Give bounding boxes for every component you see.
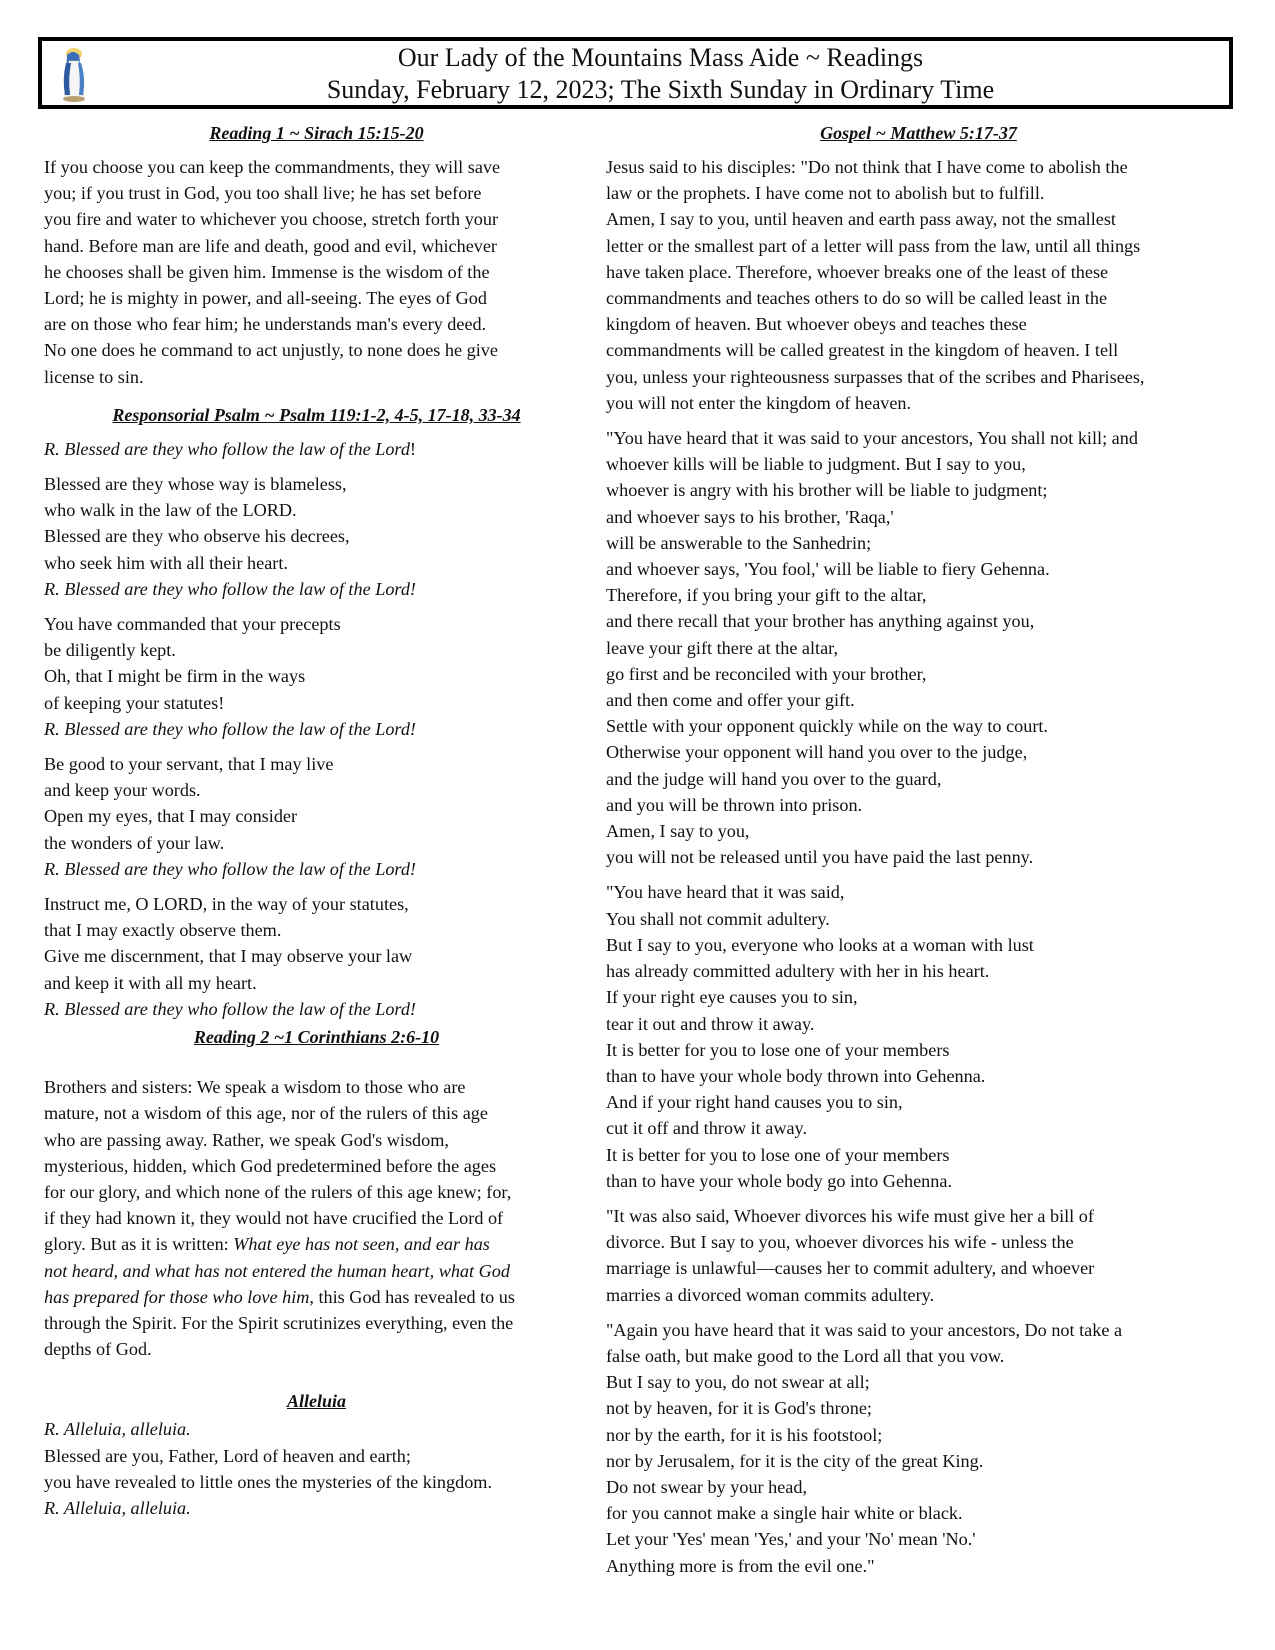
page-header	[38, 37, 1233, 109]
psalm-refrain: R. Blessed are they who follow the law of the Lord!	[44, 718, 416, 739]
psalm-title: Responsorial Psalm ~ Psalm 119:1-2, 4-5, 17-18, 33-34	[112, 404, 521, 425]
reading2-title: Reading 2 ~1 Corinthians 2:6-10	[193, 1027, 440, 1048]
psalm-refrain: R. Blessed are they who follow the law of the Lord!	[44, 578, 416, 599]
alleluia-title: Alleluia	[286, 1391, 346, 1412]
reading1-title: Reading 1 ~ Sirach 15:15-20	[209, 123, 424, 143]
alleluia-refrain: R. Alleluia, alleluia.	[44, 1497, 191, 1518]
psalm-stanza-2: You have commanded that your precepts be diligently kept. Oh, that I might be firm in the ways of keeping your statutes! R. Blessed are they who follow the law of the Lord!	[44, 611, 589, 742]
psalm-stanza-3: Be good to your servant, that I may live and keep your words. Open my eyes, that I may consider the wonders of your law. R. Blessed are they who follow the law of the Lord!	[44, 751, 589, 882]
psalm-refrain: R. Blessed are they who follow the law of the Lord!	[44, 998, 416, 1019]
gospel-paragraph-1: Jesus said to his disciples: "Do not think that I have come to abolish the law or the prophets. I have come not to abolish but to fulfill. Amen, I say to you, until heaven and earth pass away, not the smallest letter or the smallest part of a letter will pass from the law, until all things have taken place. Therefore, whoever breaks one of the least of these commandments and teaches others to do so will be called least in the kingdom of heaven. But whoever obeys and teaches these commandments will be called greatest in the kingdom of heaven. I tell you, unless your righteousness surpasses that of the scribes and Pharisees, you will not enter the kingdom of heaven.	[606, 157, 1145, 413]
psalm-refrain: R. Blessed are they who follow the law of the Lord!	[44, 858, 416, 879]
psalm-stanza-4: Instruct me, O LORD, in the way of your statutes, that I may exactly observe them. Give me discernment, that I may observe your law and keep it with all my heart. R. Blessed are they who follow the law of the Lord!	[44, 891, 589, 1022]
alleluia-verse: R. Alleluia, alleluia. Blessed are you, Father, Lord of heaven and earth; you have revealed to little ones the mysteries of the kingdom. R. Alleluia, alleluia.	[44, 1416, 589, 1521]
header-title: Our Lady of the Mountains Mass Aide ~ Readings	[397, 43, 924, 72]
left-column	[44, 118, 589, 1530]
mary-statue-icon	[52, 45, 96, 103]
header-date-line: Sunday, February 12, 2023; The Sixth Sunday in Ordinary Time	[326, 75, 995, 104]
reading1-text: If you choose you can keep the commandments, they will save you; if you trust in God, you too shall live; he has set before you fire and water to whichever you choose, stretch forth your hand. Before man are life and death, good and evil, whichever he chooses shall be given him. Immense is the wisdom of the Lord; he is mighty in power, and all-seeing. The eyes of God are on those who fear him; he understands man's every deed. No one does he command to act unjustly, to none does he give license to sin.	[44, 157, 501, 387]
psalm-stanza-1: Blessed are they whose way is blameless, who walk in the law of the LORD. Blessed are they who observe his decrees, who seek him with all their heart. R. Blessed are they who follow the law of the Lord!	[44, 471, 589, 602]
right-column	[606, 118, 1231, 1588]
gospel-paragraph-4: "It was also said, Whoever divorces his wife must give her a bill of divorce. But I say to you, whoever divorces his wife - unless the marriage is unlawful—causes her to commit adultery, and whoever marries a divorced woman commits adultery.	[606, 1205, 1095, 1305]
reading2-text: Brothers and sisters: We speak a wisdom to those who are mature, not a wisdom of this age, nor of the rulers of this age who are passing away. Rather, we speak God's wisdom, mysterious, hidden, which God predetermined before the ages for our glory, and which none of the rulers of this age knew; for, if they had known it, they would not have crucified the Lord of glory. But as it is written: What eye has not seen, and ear has not heard, and what has not entered the human heart, what God has prepared for those who love him, this God has revealed to us through the Spirit. For the Spirit scrutinizes everything, even the depths of God.	[44, 1077, 515, 1360]
gospel-paragraph-2: "You have heard that it was said to your ancestors, You shall not kill; and whoever kills will be liable to judgment. But I say to you, whoever is angry with his brother will be liable to judgment; and whoever says to his brother, 'Raqa,' will be answerable to the Sanhedrin; and whoever says, 'You fool,' will be liable to fiery Gehenna. Therefore, if you bring your gift to the altar, and there recall that your brother has anything against you, leave your gift there at the altar, go first and be reconciled with your brother, and then come and offer your gift. Settle with your opponent quickly while on the way to court. Otherwise your opponent will hand you over to the judge, and the judge will hand you over to the guard, and you will be thrown into prison. Amen, I say to you, you will not be released until you have paid the last penny.	[606, 428, 1138, 868]
psalm-refrain: R. Blessed are they who follow the law of the Lord!	[44, 438, 416, 459]
alleluia-refrain: R. Alleluia, alleluia.	[44, 1419, 191, 1440]
gospel-paragraph-5: "Again you have heard that it was said to your ancestors, Do not take a false oath, but make good to the Lord all that you vow. But I say to you, do not swear at all; not by heaven, for it is God's throne; nor by the earth, for it is his footstool; nor by Jerusalem, for it is the city of the great King. Do not swear by your head, for you cannot make a single hair white or black. Let your 'Yes' mean 'Yes,' and your 'No' mean 'No.' Anything more is from the evil one."	[606, 1319, 1123, 1576]
gospel-title: Gospel ~ Matthew 5:17-37	[820, 123, 1017, 143]
gospel-paragraph-3: "You have heard that it was said, You shall not commit adultery. But I say to you, everyone who looks at a woman with lust has already committed adultery with her in his heart. If your right eye causes you to sin, tear it out and throw it away. It is better for you to lose one of your members than to have your whole body thrown into Gehenna. And if your right hand causes you to sin, cut it off and throw it away. It is better for you to lose one of your members than to have your whole body go into Gehenna.	[606, 882, 1034, 1191]
